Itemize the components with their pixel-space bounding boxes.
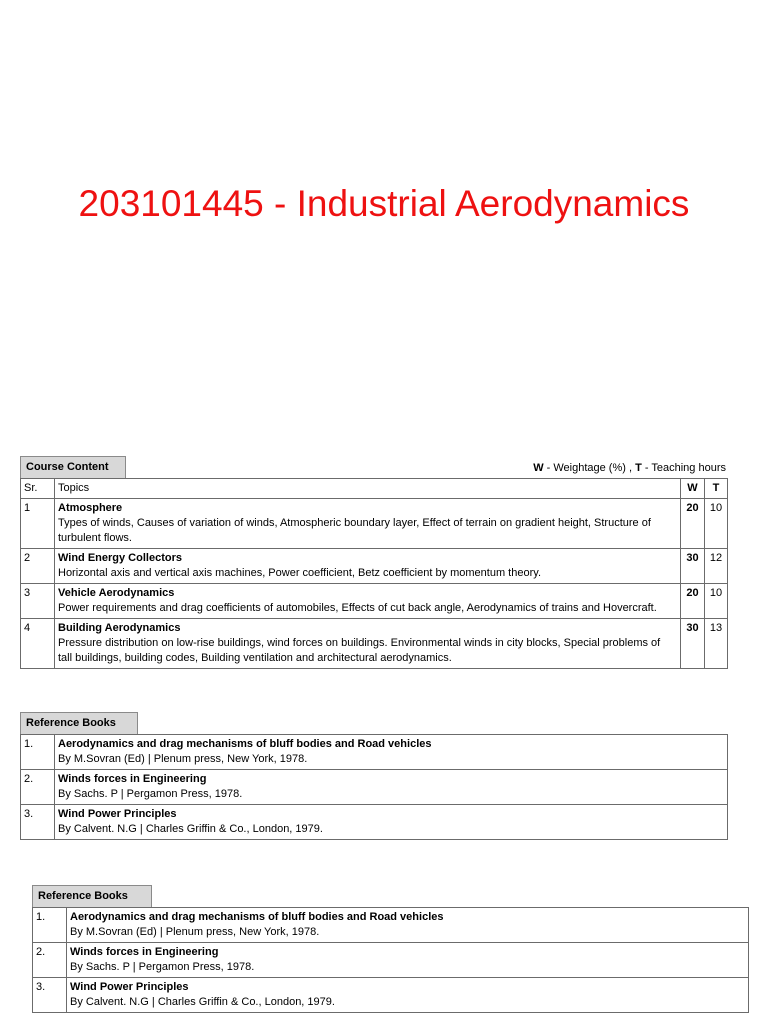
topic-description: Types of winds, Causes of variation of winds, Atmospheric boundary layer, Effect of terrain on gradient height, Structure of turbulent flows. bbox=[58, 517, 651, 544]
row-sr: 3 bbox=[21, 584, 55, 619]
table-row bbox=[21, 549, 728, 584]
row-topic bbox=[55, 619, 681, 669]
column-header-t: T bbox=[705, 479, 728, 499]
book-title: Wind Power Principles bbox=[70, 981, 189, 993]
row-weightage: 20 bbox=[681, 584, 705, 619]
book-entry bbox=[55, 735, 728, 770]
row-sr: 1 bbox=[21, 499, 55, 549]
book-title: Aerodynamics and drag mechanisms of bluff bodies and Road vehicles bbox=[58, 738, 432, 750]
column-header-w: W bbox=[681, 479, 705, 499]
book-author: By M.Sovran (Ed) | Plenum press, New York, 1978. bbox=[70, 926, 320, 938]
book-number: 2. bbox=[21, 770, 55, 805]
row-topic bbox=[55, 549, 681, 584]
table-header-row bbox=[21, 479, 728, 499]
book-title: Winds forces in Engineering bbox=[58, 773, 207, 785]
topic-description: Power requirements and drag coefficients of automobiles, Effects of cut back angle, Aerodynamics of trains and Hovercraft. bbox=[58, 602, 657, 614]
book-author: By Sachs. P | Pergamon Press, 1978. bbox=[70, 961, 255, 973]
row-sr: 4 bbox=[21, 619, 55, 669]
book-author: By Calvent. N.G | Charles Griffin & Co., London, 1979. bbox=[70, 996, 335, 1008]
topic-description: Horizontal axis and vertical axis machines, Power coefficient, Betz coefficient by momentum theory. bbox=[58, 567, 541, 579]
reference-books-header: Reference Books bbox=[20, 712, 138, 734]
row-topic bbox=[55, 499, 681, 549]
book-entry bbox=[55, 770, 728, 805]
table-row bbox=[21, 584, 728, 619]
book-title: Aerodynamics and drag mechanisms of bluff bodies and Road vehicles bbox=[70, 911, 444, 923]
book-author: By Sachs. P | Pergamon Press, 1978. bbox=[58, 788, 243, 800]
book-entry bbox=[67, 978, 749, 1013]
course-content-table bbox=[20, 478, 728, 669]
book-number: 3. bbox=[21, 805, 55, 840]
topic-title: Building Aerodynamics bbox=[58, 622, 181, 634]
list-item bbox=[21, 770, 728, 805]
column-header-sr: Sr. bbox=[21, 479, 55, 499]
book-author: By Calvent. N.G | Charles Griffin & Co., London, 1979. bbox=[58, 823, 323, 835]
weightage-legend bbox=[533, 462, 726, 475]
legend-t-text: - Teaching hours bbox=[641, 462, 726, 474]
reference-books-table bbox=[20, 734, 728, 840]
book-title: Wind Power Principles bbox=[58, 808, 177, 820]
row-weightage: 30 bbox=[681, 549, 705, 584]
legend-t-key: T bbox=[635, 462, 642, 474]
book-entry bbox=[55, 805, 728, 840]
row-weightage: 30 bbox=[681, 619, 705, 669]
row-teaching-hours: 12 bbox=[705, 549, 728, 584]
topic-title: Wind Energy Collectors bbox=[58, 552, 182, 564]
legend-w-text: - Weightage (%) , bbox=[543, 462, 636, 474]
topic-title: Atmosphere bbox=[58, 502, 123, 514]
row-sr: 2 bbox=[21, 549, 55, 584]
page-title: 203101445 - Industrial Aerodynamics bbox=[78, 183, 690, 224]
row-teaching-hours: 10 bbox=[705, 584, 728, 619]
book-number: 1. bbox=[33, 908, 67, 943]
course-content-header: Course Content bbox=[20, 456, 126, 478]
reference-books-table bbox=[32, 907, 749, 1013]
table-row bbox=[21, 619, 728, 669]
book-number: 3. bbox=[33, 978, 67, 1013]
row-topic bbox=[55, 584, 681, 619]
list-item bbox=[33, 978, 749, 1013]
table-row bbox=[21, 499, 728, 549]
reference-books-header: Reference Books bbox=[32, 885, 152, 907]
row-teaching-hours: 10 bbox=[705, 499, 728, 549]
book-author: By M.Sovran (Ed) | Plenum press, New York, 1978. bbox=[58, 753, 308, 765]
column-header-topics: Topics bbox=[55, 479, 681, 499]
list-item bbox=[33, 943, 749, 978]
row-teaching-hours: 13 bbox=[705, 619, 728, 669]
topic-description: Pressure distribution on low-rise buildings, wind forces on buildings. Environmental winds in city blocks, Special problems of tall buildings, building codes, Building ventilation and architectural aerodynamics. bbox=[58, 637, 661, 664]
list-item bbox=[21, 735, 728, 770]
list-item bbox=[33, 908, 749, 943]
row-weightage: 20 bbox=[681, 499, 705, 549]
legend-w-key: W bbox=[533, 462, 544, 474]
list-item bbox=[21, 805, 728, 840]
book-number: 1. bbox=[21, 735, 55, 770]
book-title: Winds forces in Engineering bbox=[70, 946, 219, 958]
book-entry bbox=[67, 908, 749, 943]
topic-title: Vehicle Aerodynamics bbox=[58, 587, 175, 599]
book-number: 2. bbox=[33, 943, 67, 978]
book-entry bbox=[67, 943, 749, 978]
